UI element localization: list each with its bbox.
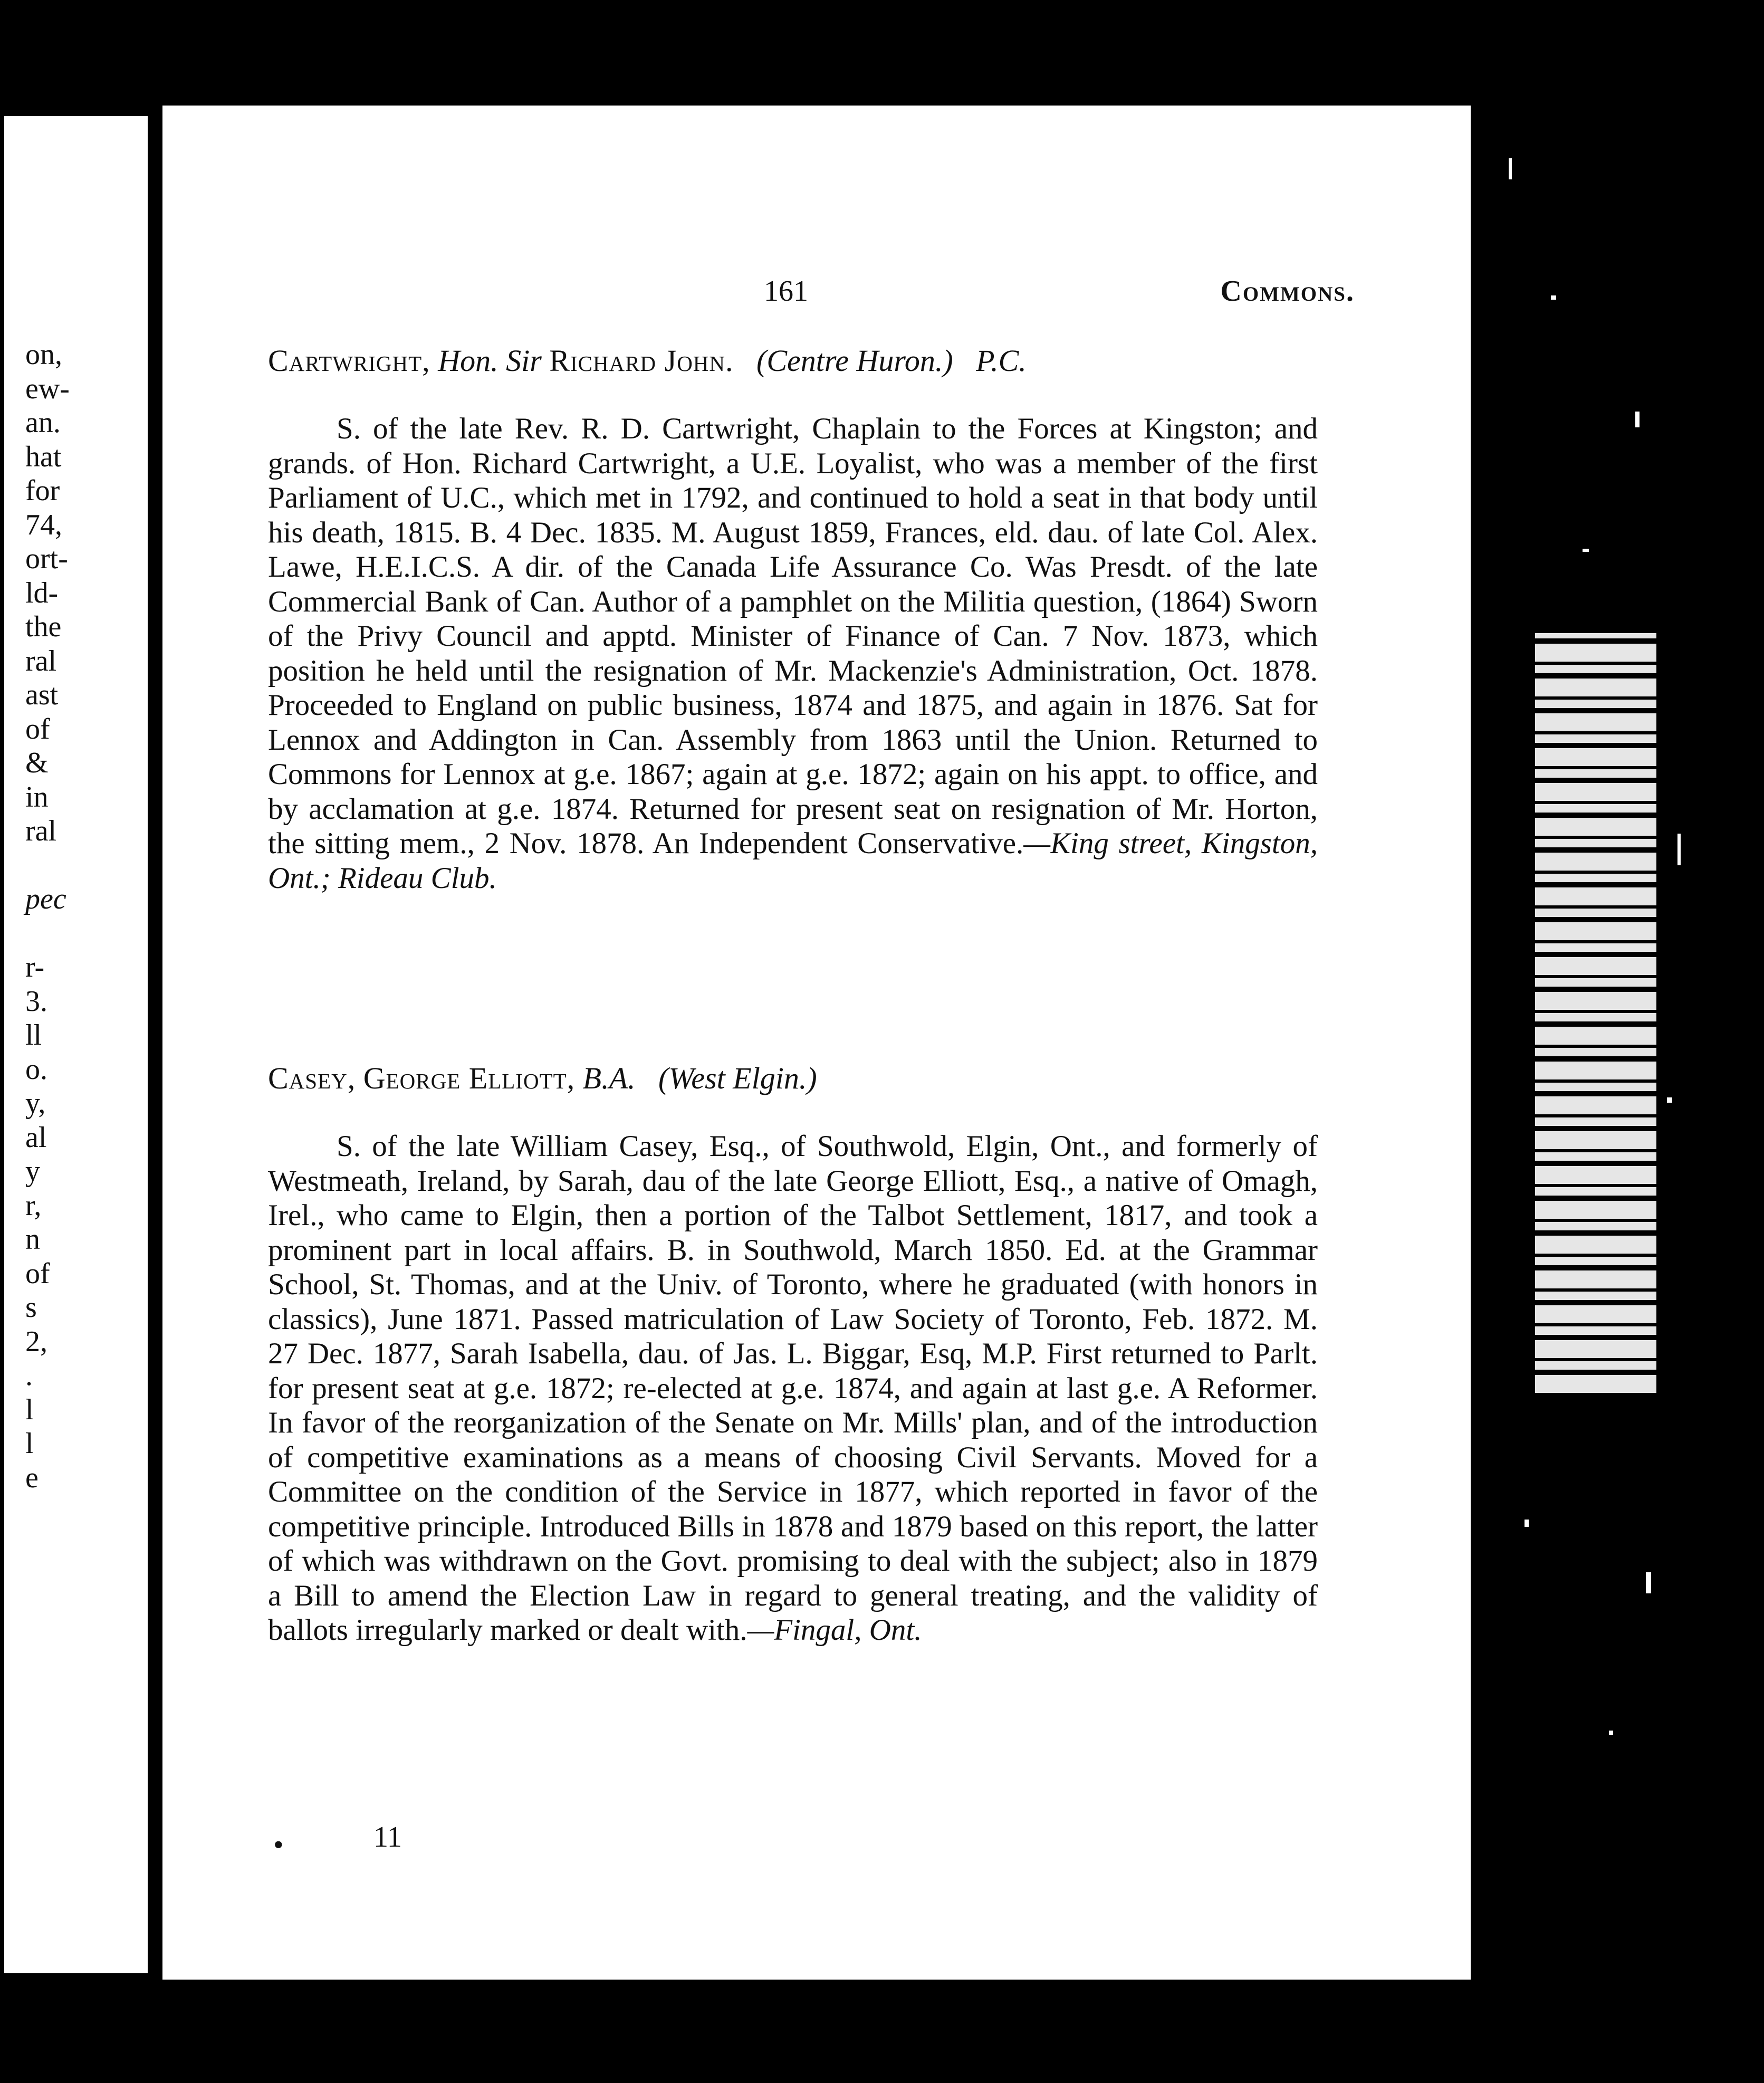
facing-page-fragment: 74, [25, 508, 62, 541]
facing-page-fragment: . [25, 1359, 33, 1392]
scan-speck [1646, 1572, 1651, 1593]
entry-address: —Fingal, Ont. [747, 1613, 922, 1647]
running-head: Commons. [1220, 275, 1355, 308]
entry-heading-casey [268, 1060, 817, 1096]
facing-page-fragment: y [25, 1155, 40, 1188]
signature-dot: • [273, 1829, 284, 1861]
facing-page-fragment: ral [25, 644, 57, 677]
scan-speck [1583, 549, 1589, 552]
entry-biography: S. of the late Rev. R. D. Cartwright, Chaplain to the Forces at Kingston; and grands. of Hon. Richard Cartwright, a U.E. Loyalist, who was a member of the first Parliament of U.C., which met in 1792, and continued to hold a seat in that body until his death, 1815. B. 4 Dec. 1835. M. August 1859, Frances, eld. dau. of late Col. Alex. Lawe, H.E.I.C.S. A dir. of the Canada Life Assurance Co. Was Presdt. of the late Commercial Bank of Can. Author of a pamphlet on the Militia question, (1864) Sworn of the Privy Council and apptd. Minister of Finance of Can. 7 Nov. 1873, which position he held until the resignation of Mr. Mackenzie's Administration, Oct. 1878. Proceeded to England on public business, 1874 and 1875, and again in 1876. Sat for Lennox and Addington in Can. Assembly from 1863 until the Union. Returned to Commons for Lennox at g.e. 1867; again at g.e. 1872; again on his appt. to office, and by acclamation at g.e. 1874. Returned for present seat on resignation of Mr. Horton, the sitting mem., 2 Nov. 1878. An Independent Conservative. [268, 412, 1318, 860]
entry-given-names: George Elliott, [363, 1061, 576, 1095]
entry-body-cartwright [268, 412, 1318, 895]
facing-page-fragment: 2, [25, 1325, 47, 1358]
facing-page-fragment: ast [25, 679, 59, 711]
scan-edge-noise [1477, 95, 1730, 1942]
facing-page-fragment: e [25, 1461, 39, 1494]
facing-page-fragment: ort- [25, 542, 68, 575]
facing-page-fragment: an. [25, 406, 61, 439]
facing-page-fragment: pec [25, 883, 66, 915]
scan-speck [1551, 295, 1556, 300]
entry-constituency: (Centre Huron.) [756, 343, 953, 378]
facing-page-fragment: l [25, 1427, 34, 1460]
entry-biography: S. of the late William Casey, Esq., of Southwold, Elgin, Ont., and formerly of Westmeath, Ireland, by Sarah, dau of the late George Elliott, Esq., a native of Omagh, Irel., who came to Elgin, then a portion of the Talbot Settlement, 1817, and took a prominent part in local affairs. B. in Southwold, March 1850. Ed. at the Grammar School, St. Thomas, and at the Univ. of Toronto, where he graduated (with honors in classics), June 1871. Passed matriculation of Law Society of Toronto, Feb. 1872. M. 27 Dec. 1877, Sarah Isabella, dau. of Jas. L. Biggar, Esq, M.P. First returned to Parlt. for present seat at g.e. 1872; re-elected at g.e. 1874, and again at last g.e. A Reformer. In favor of the reorganization of the Senate on Mr. Mills' plan, and of the introduction of competitive examinations as a means of choosing Civil Servants. Moved for a Committee on the condition of the Service in 1877, which reported in favor of the competitive principle. Introduced Bills in 1878 and 1879 based on this report, the latter of which was withdrawn on the Govt. promising to deal with the subject; also in 1879 a Bill to amend the Election Law in regard to general treating, and the validity of ballots irregularly marked or dealt with. [268, 1130, 1318, 1647]
scan-speck [1677, 834, 1681, 865]
scan-speck [1667, 1097, 1672, 1103]
facing-page-fragment: ral [25, 815, 57, 847]
scan-speck [1525, 1520, 1529, 1527]
entry-honorific: Sir [506, 343, 542, 378]
entry-surname: Casey, [268, 1061, 356, 1095]
facing-page-fragment: ld- [25, 576, 59, 609]
entry-title: Hon. [438, 343, 498, 378]
facing-page-fragment: y, [25, 1087, 46, 1120]
entry-body-casey [268, 1129, 1318, 1648]
entry-given-names: Richard John. [549, 343, 734, 378]
page-header [162, 274, 1355, 317]
entry-heading-cartwright [268, 343, 1027, 378]
facing-page-fragment: ew- [25, 372, 70, 405]
facing-page-fragment: 3. [25, 985, 47, 1018]
facing-page-fragment: r, [25, 1189, 42, 1222]
facing-page-fragment: on, [25, 338, 62, 371]
scan-speck [1635, 412, 1640, 427]
entry-address: —King street, Kingston, Ont.; Rideau Club. [268, 827, 1318, 895]
facing-page-fragment: s [25, 1291, 37, 1324]
page-number: 161 [764, 275, 808, 308]
signature-mark: 11 [373, 1821, 402, 1853]
scan-speck [1509, 158, 1512, 179]
facing-page-fragment: of [25, 1257, 50, 1290]
facing-page-fragment: in [25, 780, 49, 814]
entry-degree: B.A. [582, 1061, 636, 1095]
facing-page-fragment: hat [25, 440, 62, 473]
facing-page-fragment: l [25, 1393, 34, 1426]
facing-page-fragment: n [25, 1223, 40, 1256]
entry-post-nominal: P.C. [976, 343, 1027, 378]
facing-page-fragment: of [25, 712, 50, 746]
facing-page-fragment: & [25, 747, 49, 779]
facing-page-fragment: o. [25, 1053, 47, 1086]
entry-surname: Cartwright, [268, 343, 430, 378]
facing-page-fragment: r- [25, 951, 45, 983]
facing-page-fragment: the [25, 610, 62, 643]
facing-page-fragment: ll [25, 1019, 42, 1052]
page [162, 106, 1471, 1980]
library-stamp [1535, 633, 1656, 1393]
scan-speck [1609, 1731, 1613, 1735]
facing-page-fragment: for [25, 474, 60, 507]
entry-constituency: (West Elgin.) [658, 1061, 817, 1095]
facing-page-fragment: al [25, 1121, 47, 1154]
facing-page-strip [4, 116, 148, 1973]
